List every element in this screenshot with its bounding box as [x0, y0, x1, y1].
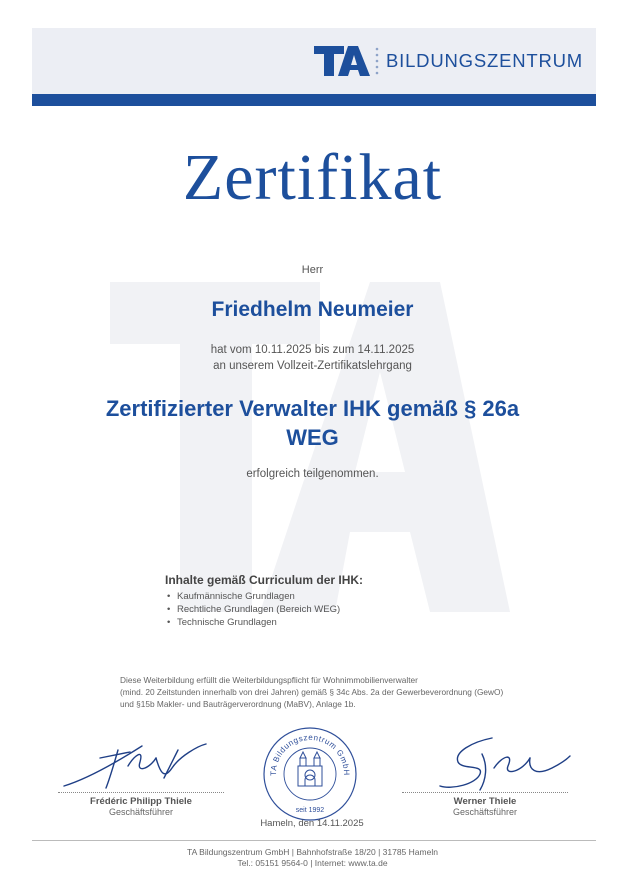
result-text: erfolgreich teilgenommen. — [246, 468, 379, 480]
signature-left-icon — [60, 738, 210, 790]
curriculum-heading: Inhalte gemäß Curriculum der IHK: — [165, 573, 364, 587]
course-type: an unserem Vollzeit-Zertifikatslehrgang — [213, 360, 412, 372]
course-title — [0, 394, 625, 452]
footer-address: TA Bildungszentrum GmbH | Bahnhofstraße 18/20 | 31785 Hameln — [187, 847, 438, 857]
place-date: Hameln, den 14.11.2025 — [260, 818, 364, 829]
ta-logo-mark — [314, 44, 372, 78]
signer-name: Frédéric Philipp Thiele — [90, 796, 192, 807]
signer-role: Geschäftsführer — [108, 807, 174, 817]
course-title-line1: Zertifizierter Verwalter IHK gemäß § 26a — [105, 396, 520, 421]
legal-line: und §15b Makler- und Bauträgerverordnung (MaBV), Anlage 1b. — [120, 699, 356, 709]
curriculum-list — [165, 590, 495, 629]
seal-since: seit 1992 — [295, 807, 325, 814]
signer-left — [58, 796, 224, 817]
course-title-line2: WEG — [286, 425, 339, 450]
svg-text:TA Bildungszentrum GmbH — [269, 733, 351, 776]
company-seal-icon — [262, 726, 358, 822]
logo-dots — [374, 46, 380, 76]
org-name: BILDUNGSZENTRUM — [386, 50, 584, 71]
signer-role: Geschäftsführer — [452, 807, 518, 817]
signer-name: Werner Thiele — [453, 796, 517, 807]
header-stripe — [32, 94, 596, 106]
salutation: Herr — [301, 264, 324, 276]
footer-contact: Tel.: 05151 9564-0 | Internet: www.ta.de — [237, 858, 388, 868]
legal-notice — [120, 674, 560, 710]
list-item: • Technische Grundlagen — [165, 616, 495, 629]
signature-line-left — [58, 792, 224, 793]
logo — [314, 44, 583, 78]
date-range: hat vom 10.11.2025 bis zum 14.11.2025 — [210, 344, 415, 356]
footer — [0, 847, 625, 869]
footer-divider — [32, 840, 596, 841]
seal-ring-text: TA Bildungszentrum GmbH — [268, 732, 352, 776]
list-item: • Rechtliche Grundlagen (Bereich WEG) — [165, 603, 495, 616]
signature-right-icon — [432, 734, 572, 794]
curriculum — [165, 573, 495, 629]
legal-line: (mind. 20 Zeitstunden innerhalb von drei Jahren) gemäß § 34c Abs. 2a der Gewerbeverordnung (GewO) — [120, 687, 504, 697]
certificate-title: Zertifikat — [182, 141, 443, 214]
legal-line: Diese Weiterbildung erfüllt die Weiterbildungspflicht für Wohnimmobilienverwalter — [120, 675, 418, 685]
signer-right — [402, 796, 568, 817]
list-item: • Kaufmännische Grundlagen — [165, 590, 495, 603]
signature-line-right — [402, 792, 568, 793]
recipient-name: Friedhelm Neumeier — [211, 298, 414, 321]
